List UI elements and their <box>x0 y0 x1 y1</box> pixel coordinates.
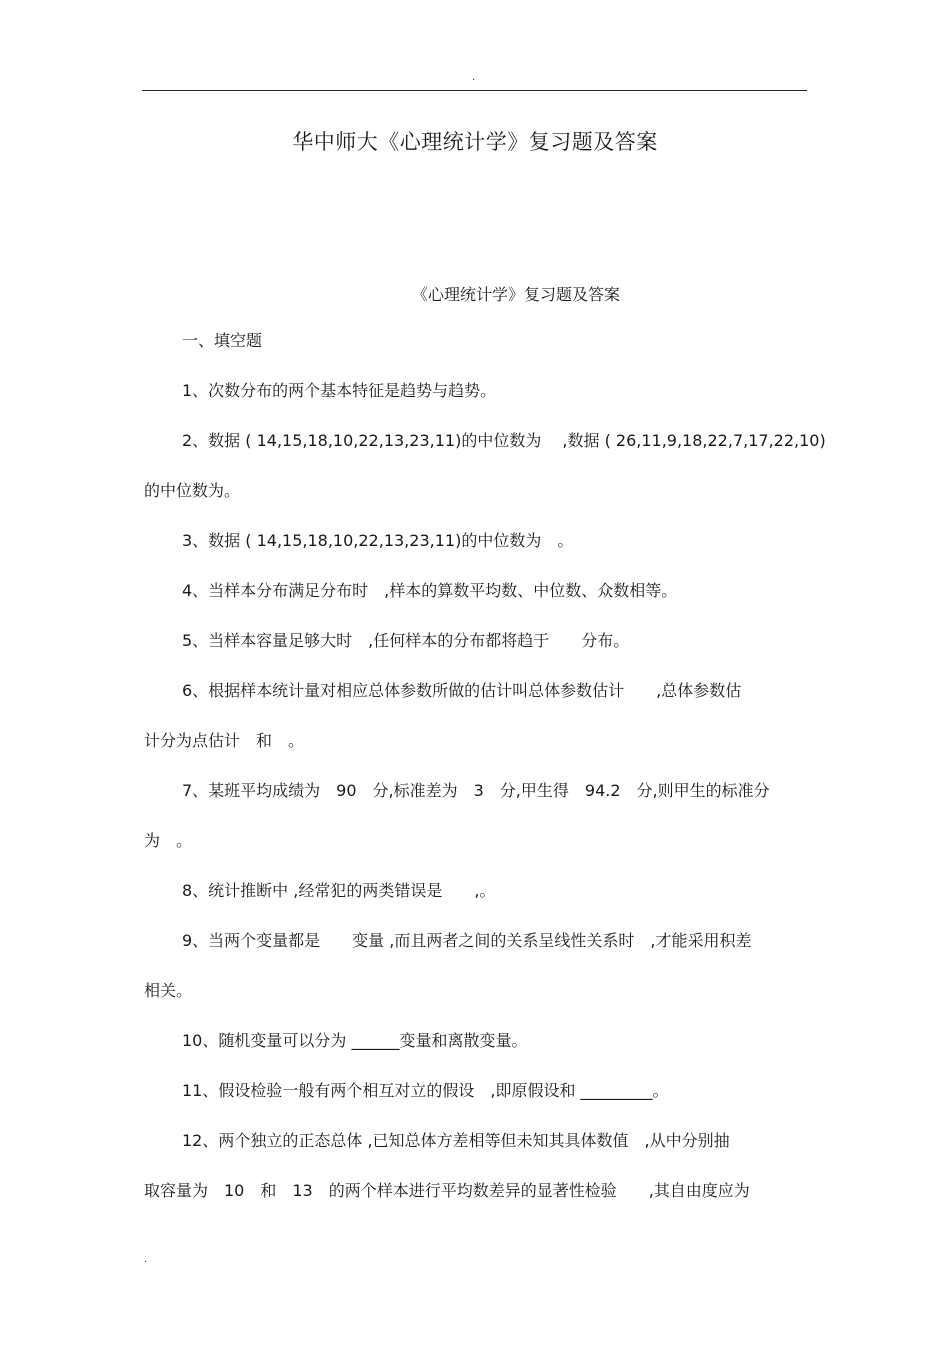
question-line: 10、随机变量可以分为 ______变量和离散变量。 <box>182 1031 528 1050</box>
question-2 <box>144 416 826 516</box>
question-line: 2、数据 ( 14,15,18,10,22,13,23,11)的中位数为 ,数据 ( 26,11,9,18,22,7,17,22,10) <box>182 431 826 450</box>
question-5 <box>144 616 808 666</box>
question-line: 8、统计推断中 ,经常犯的两类错误是 ,。 <box>182 881 496 900</box>
question-3 <box>144 516 808 566</box>
question-7 <box>144 766 808 866</box>
question-8 <box>144 866 808 916</box>
question-line: 为 。 <box>144 831 193 850</box>
question-line: 取容量为 10 和 13 的两个样本进行平均数差异的显著性检验 ,其自由度应为 <box>144 1181 750 1200</box>
question-line: 12、两个独立的正态总体 ,已知总体方差相等但未知其具体数值 ,从中分别抽 <box>182 1131 730 1150</box>
question-11 <box>144 1066 808 1116</box>
question-1 <box>144 366 808 416</box>
document-title: 华中师大《心理统计学》复习题及答案 <box>292 130 658 154</box>
question-line: 的中位数为。 <box>144 481 241 500</box>
question-line: 1、次数分布的两个基本特征是趋势与趋势。 <box>182 381 497 400</box>
question-line: 5、当样本容量足够大时 ,任何样本的分布都将趋于 分布。 <box>182 631 630 650</box>
footer-mark: . <box>144 1254 148 1265</box>
question-9 <box>144 916 808 1016</box>
question-line: 相关。 <box>144 981 193 1000</box>
question-line: 计分为点估计 和 。 <box>144 731 305 750</box>
question-line: 11、假设检验一般有两个相互对立的假设 ,即原假设和 _________。 <box>182 1081 669 1100</box>
question-4 <box>144 566 808 616</box>
question-6 <box>144 666 808 766</box>
question-12 <box>144 1116 808 1216</box>
document-subtitle: 《心理统计学》复习题及答案 <box>412 285 621 304</box>
question-line: 9、当两个变量都是 变量 ,而且两者之间的关系呈线性关系时 ,才能采用积差 <box>182 931 752 950</box>
section-heading-text: 一、填空题 <box>182 331 263 350</box>
section-heading <box>144 316 808 366</box>
question-line: 6、根据样本统计量对相应总体参数所做的估计叫总体参数估计 ,总体参数估 <box>182 681 742 700</box>
header-mark: . <box>472 72 476 83</box>
question-10 <box>144 1016 808 1066</box>
header-rule <box>142 90 807 91</box>
question-line: 4、当样本分布满足分布时 ,样本的算数平均数、中位数、众数相等。 <box>182 581 678 600</box>
question-line: 7、某班平均成绩为 90 分,标准差为 3 分,甲生得 94.2 分,则甲生的标准分 <box>182 781 770 800</box>
question-line: 3、数据 ( 14,15,18,10,22,13,23,11)的中位数为 。 <box>182 531 574 550</box>
